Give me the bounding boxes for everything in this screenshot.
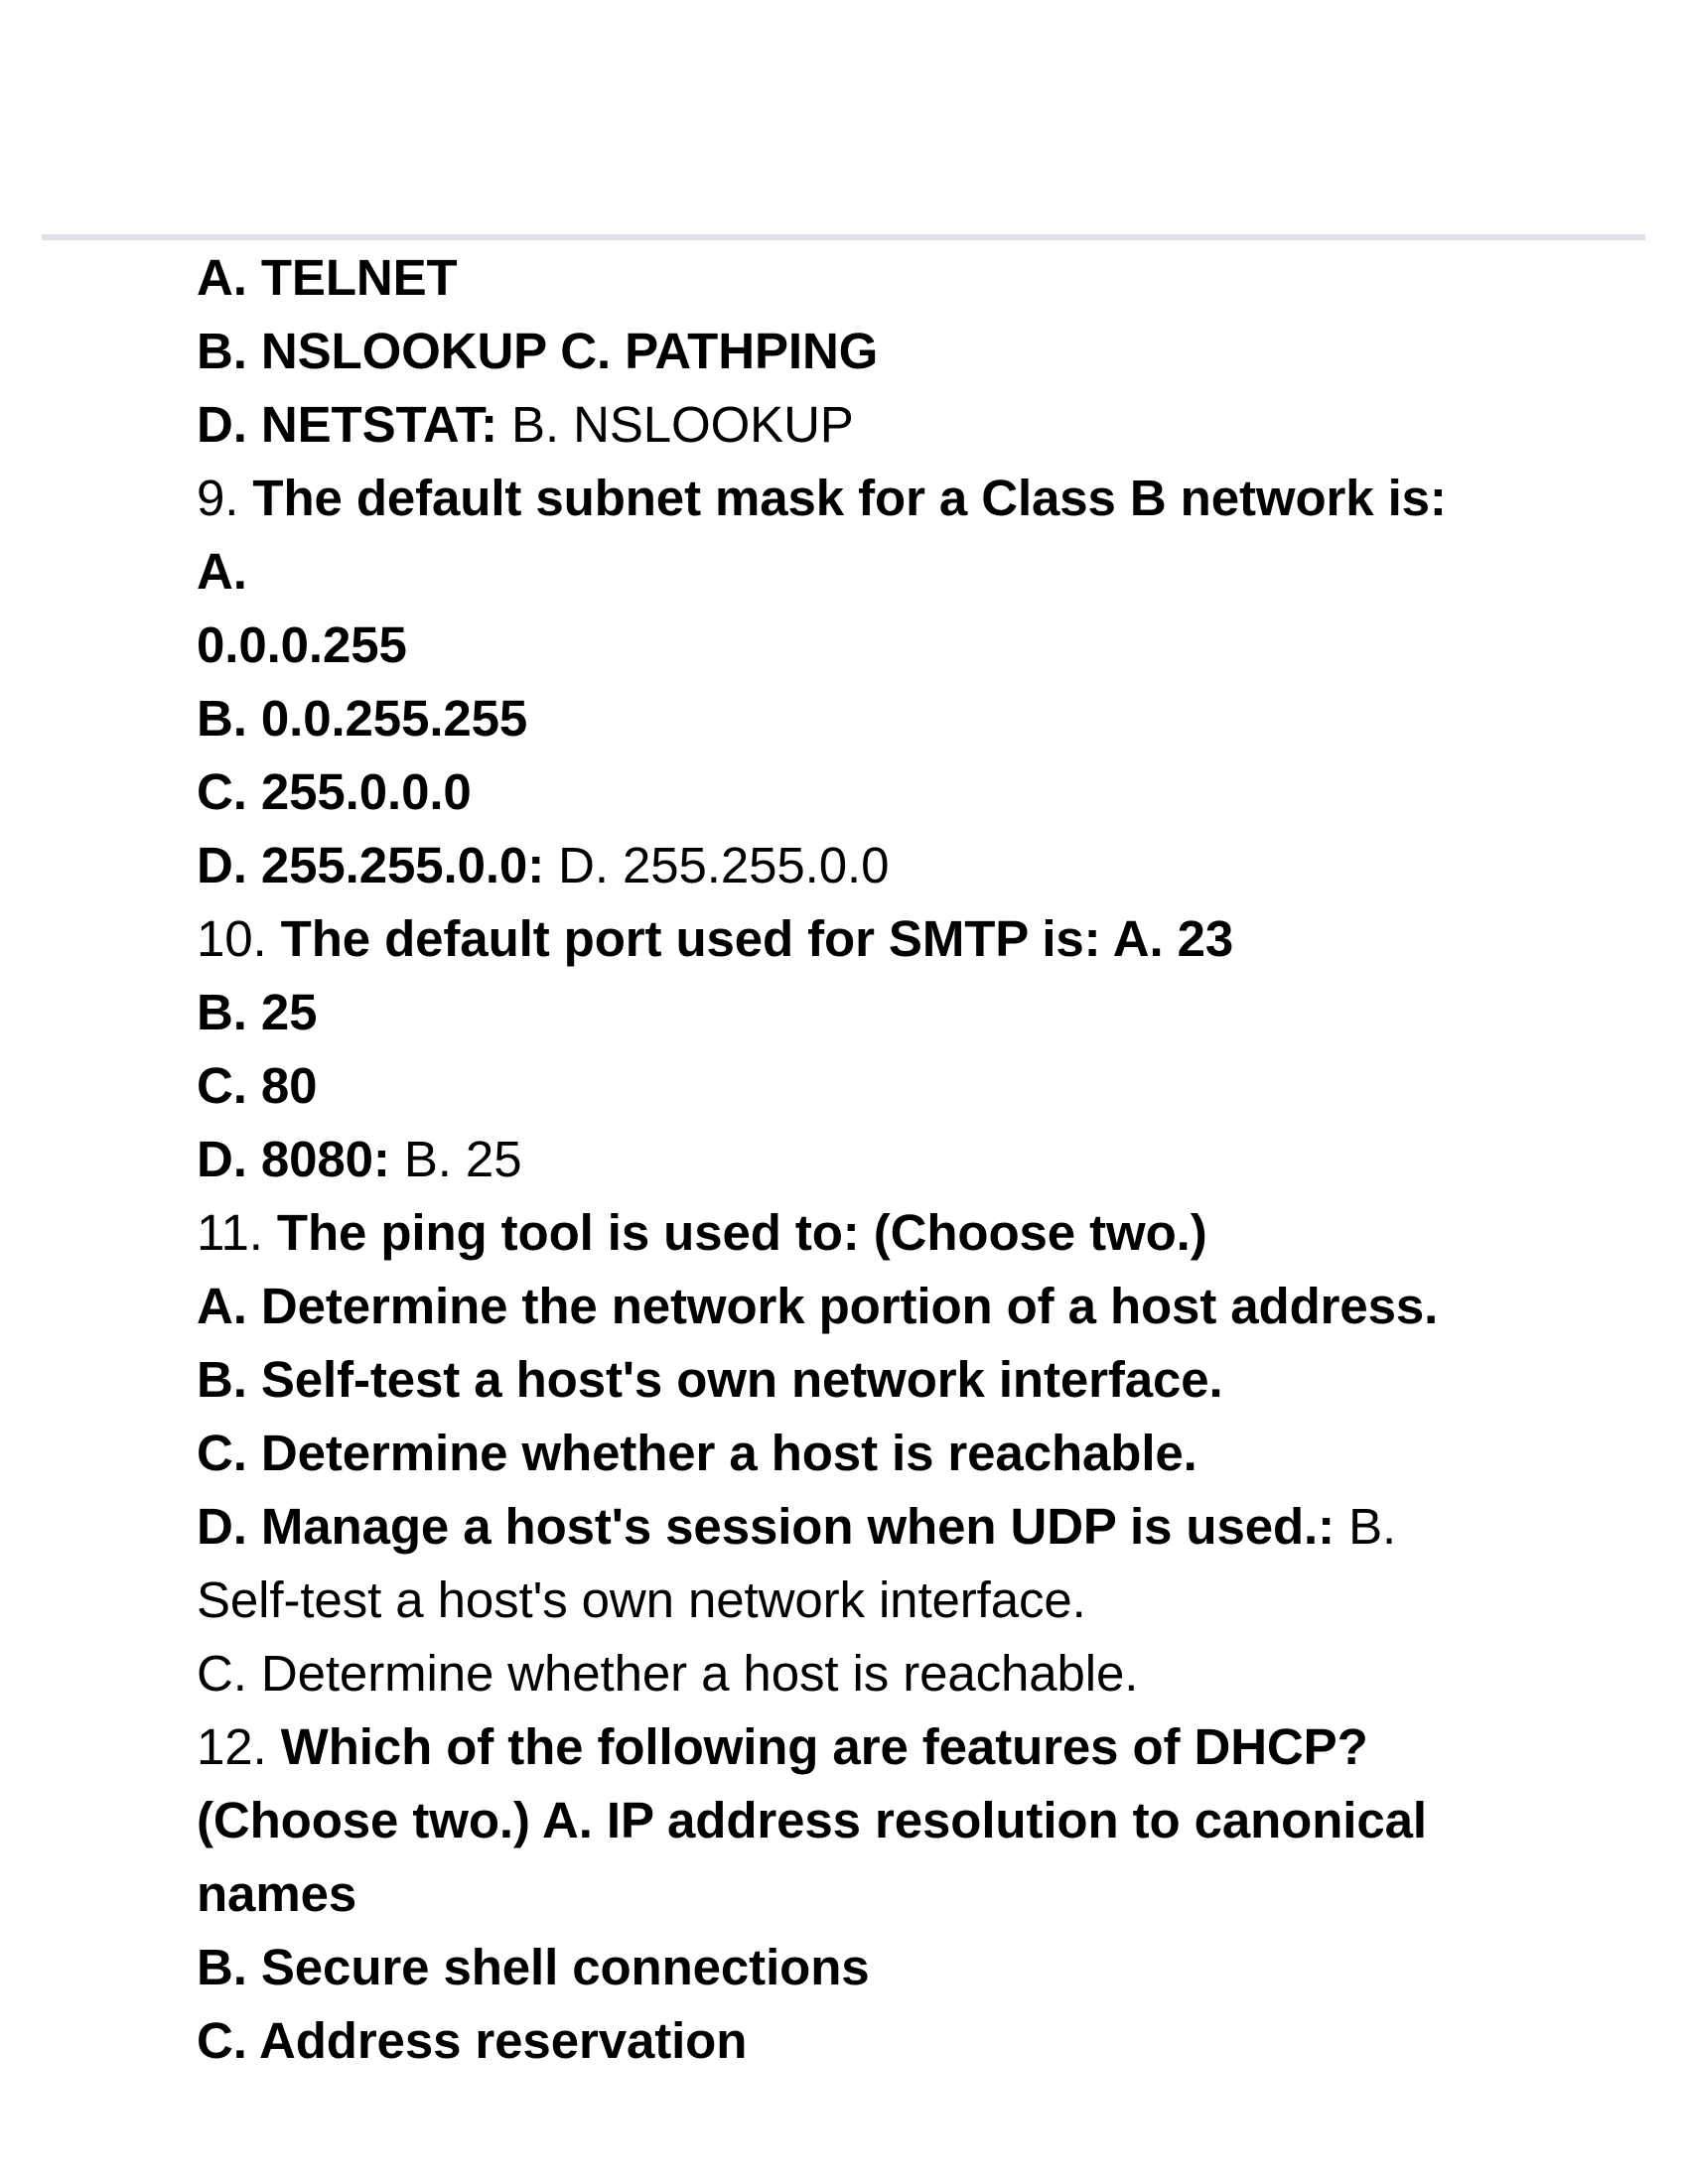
- text-run-bold: The default port used for SMTP is: A. 23: [280, 910, 1234, 967]
- text-run-bold: B. 0.0.255.255: [197, 690, 528, 747]
- text-line: [197, 755, 1450, 829]
- text-run-regular: B. NSLOOKUP: [496, 396, 854, 453]
- text-line: [197, 1049, 1450, 1123]
- text-line: [197, 1270, 1453, 1417]
- text-line: [197, 1490, 1450, 1637]
- text-run-bold: D. 255.255.0.0:: [197, 837, 545, 893]
- text-run-regular: D. 255.255.0.0: [544, 837, 890, 893]
- text-run-regular: 11.: [197, 1204, 277, 1261]
- text-run-bold: The default subnet mask for a Class B network is: A.: [197, 470, 1459, 600]
- text-line: [197, 2004, 1450, 2078]
- text-run-bold: A. TELNET: [197, 249, 458, 306]
- text-run-bold: D. Manage a host's session when UDP is used.:: [197, 1498, 1335, 1555]
- text-run-bold: D. 8080:: [197, 1131, 390, 1187]
- text-line: [197, 682, 1450, 755]
- text-run-bold: B. 25: [197, 984, 318, 1040]
- text-line: [197, 1123, 1450, 1196]
- text-run-regular: B. Self-test a host's own network interface.: [197, 1498, 1411, 1628]
- text-run-bold: The ping tool is used to: (Choose two.): [276, 1204, 1207, 1261]
- text-run-bold: Which of the following are features of DHCP? (Choose two.) A. IP address resolution to canonical names: [197, 1718, 1442, 1922]
- text-line: [197, 388, 1450, 462]
- document-text-body: [197, 241, 1459, 2078]
- text-run-bold: B. Secure shell connections: [197, 1939, 870, 1995]
- text-run-bold: C. 255.0.0.0: [197, 763, 472, 820]
- text-line: [197, 1710, 1450, 1931]
- text-run-bold: D. NETSTAT:: [197, 396, 497, 453]
- text-line: [197, 1637, 1450, 1710]
- text-run-regular: 9.: [197, 470, 253, 526]
- text-line: [197, 829, 1450, 902]
- text-run-regular: B. 25: [389, 1131, 522, 1187]
- text-line: [197, 315, 1450, 388]
- text-run-bold: 0.0.0.255: [197, 616, 407, 673]
- text-run-bold: A. Determine the network portion of a host address. B. Self-test a host's own network interface.: [197, 1278, 1453, 1408]
- text-line: [197, 1196, 1450, 1270]
- text-run-regular: C. Determine whether a host is reachable.: [197, 1645, 1139, 1702]
- header-divider-rule: [42, 234, 1645, 240]
- text-run-bold: B. NSLOOKUP C. PATHPING: [197, 323, 879, 379]
- text-run-regular: 12.: [197, 1718, 281, 1775]
- text-run-bold: C. Determine whether a host is reachable.: [197, 1425, 1197, 1481]
- text-line: [197, 976, 1450, 1049]
- text-line: [197, 609, 1450, 682]
- text-run-regular: 10.: [197, 910, 281, 967]
- text-line: [197, 462, 1459, 609]
- text-run-bold: C. 80: [197, 1057, 318, 1114]
- text-run-bold: C. Address reservation: [197, 2012, 748, 2069]
- text-line: [197, 241, 1450, 315]
- text-line: [197, 902, 1450, 976]
- text-line: [197, 1931, 1450, 2004]
- text-line: [197, 1417, 1450, 1490]
